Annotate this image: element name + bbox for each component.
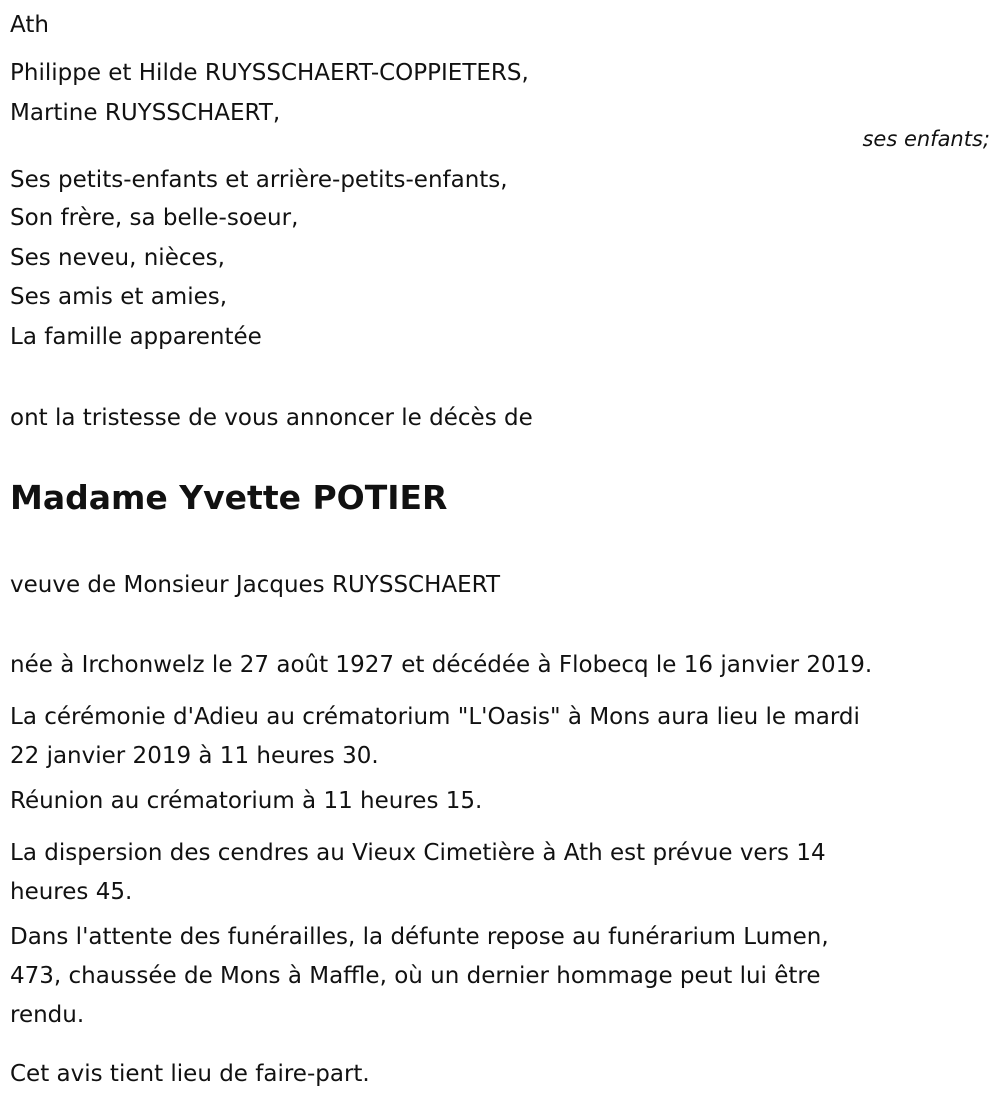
child-line: Martine RUYSSCHAERT, (10, 100, 281, 126)
family-line: Ses amis et amies, (10, 284, 228, 310)
ceremony-line: La cérémonie d'Adieu au crématorium "L'Oasis" à Mons aura lieu le mardi (10, 704, 860, 730)
family-line: La famille apparentée (10, 324, 262, 350)
closing: Cet avis tient lieu de faire-part. (10, 1061, 370, 1087)
dispersion-line: La dispersion des cendres au Vieux Cimetière à Ath est prévue vers 14 (10, 840, 826, 866)
child-line: Philippe et Hilde RUYSSCHAERT-COPPIETERS, (10, 60, 529, 86)
birth-death: née à Irchonwelz le 27 août 1927 et décédée à Flobecq le 16 janvier 2019. (10, 652, 873, 678)
repose-line: Dans l'attente des funérailles, la défunte repose au funérarium Lumen, (10, 924, 829, 950)
repose-line: rendu. (10, 1002, 85, 1028)
family-line: Son frère, sa belle-soeur, (10, 205, 299, 231)
deceased-name: Madame Yvette POTIER (10, 478, 448, 517)
location: Ath (10, 12, 49, 38)
repose-line: 473, chaussée de Mons à Maffle, où un dernier hommage peut lui être (10, 963, 821, 989)
widow-of: veuve de Monsieur Jacques RUYSSCHAERT (10, 572, 501, 598)
ceremony-line: 22 janvier 2019 à 11 heures 30. (10, 743, 379, 769)
meeting: Réunion au crématorium à 11 heures 15. (10, 788, 483, 814)
dispersion-line: heures 45. (10, 879, 133, 905)
children-label: ses enfants; (862, 127, 990, 151)
family-line: Ses neveu, nièces, (10, 245, 225, 271)
announcement: ont la tristesse de vous annoncer le décès de (10, 405, 533, 431)
family-line: Ses petits-enfants et arrière-petits-enfants, (10, 167, 508, 193)
